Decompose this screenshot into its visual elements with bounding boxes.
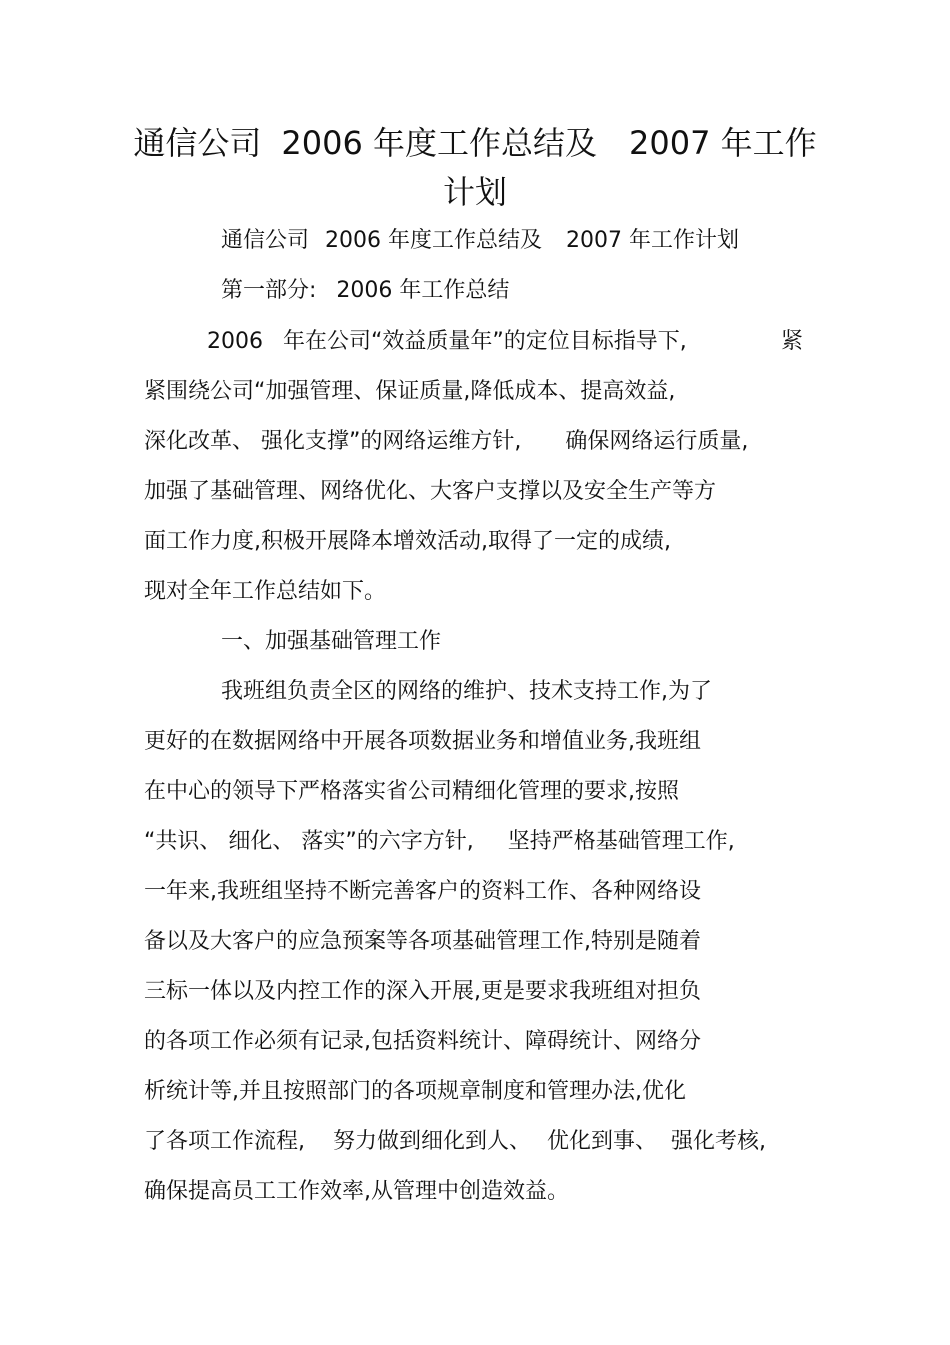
paragraph-line: 面工作力度,积极开展降本增效活动,取得了一定的成绩,	[144, 529, 671, 554]
paragraph-line-tail: 紧	[781, 329, 804, 354]
text-segment: 优化到事、	[547, 1129, 658, 1154]
subtitle	[221, 226, 739, 256]
paragraph-line: 紧围绕公司“加强管理、保证质量,降低成本、提高效益,	[144, 379, 676, 404]
text-segment: 努力做到细化到人、	[333, 1129, 532, 1154]
text-segment: “共识、 细化、 落实”的六字方针,	[144, 829, 474, 854]
paragraph-line	[144, 427, 748, 457]
text-segment: 年在公司“效益质量年”的定位目标指导下,	[283, 329, 687, 354]
paragraph-line: 现对全年工作总结如下。	[144, 579, 387, 604]
part-heading-text: 2006 年工作总结	[336, 278, 510, 303]
subtitle-segment: 通信公司	[221, 228, 310, 253]
text-segment: 2006	[207, 329, 263, 354]
paragraph-line: 在中心的领导下严格落实省公司精细化管理的要求,按照	[144, 779, 679, 804]
subtitle-segment: 2007 年工作计划	[566, 228, 739, 253]
paragraph-line: 析统计等,并且按照部门的各项规章制度和管理办法,优化	[144, 1079, 686, 1104]
paragraph-line	[144, 1127, 766, 1157]
paragraph-line: 更好的在数据网络中开展各项数据业务和增值业务,我班组	[144, 729, 701, 754]
title-segment: 2007 年工作	[629, 124, 817, 162]
paragraph-line: 确保提高员工工作效率,从管理中创造效益。	[144, 1179, 569, 1204]
text-segment: 深化改革、 强化支撑”的网络运维方针,	[144, 429, 522, 454]
part-heading-label: 第一部分:	[221, 278, 317, 303]
paragraph-line	[144, 827, 735, 857]
subtitle-segment: 2006 年度工作总结及	[325, 228, 542, 253]
text-segment: 坚持严格基础管理工作,	[507, 829, 735, 854]
paragraph-line	[207, 327, 687, 357]
title-segment: 2006 年度工作总结及	[281, 124, 597, 162]
part-heading	[221, 276, 509, 306]
paragraph-line: 三标一体以及内控工作的深入开展,更是要求我班组对担负	[144, 979, 701, 1004]
text-segment: 确保网络运行质量,	[565, 429, 749, 454]
paragraph-line: 加强了基础管理、网络优化、大客户支撑以及安全生产等方	[144, 479, 717, 504]
title-segment: 通信公司	[133, 124, 262, 162]
document-title-line-1	[0, 123, 950, 163]
text-segment: 强化考核,	[671, 1129, 767, 1154]
section-heading: 一、加强基础管理工作	[221, 629, 442, 654]
paragraph-line: 的各项工作必须有记录,包括资料统计、障碍统计、网络分	[144, 1029, 701, 1054]
document-title-line-2: 计划	[442, 173, 507, 211]
paragraph-line: 我班组负责全区的网络的维护、技术支持工作,为了	[221, 679, 712, 704]
paragraph-line: 一年来,我班组坚持不断完善客户的资料工作、各种网络设	[144, 879, 701, 904]
paragraph-line: 备以及大客户的应急预案等各项基础管理工作,特别是随着	[144, 929, 701, 954]
text-segment: 了各项工作流程,	[144, 1129, 305, 1154]
